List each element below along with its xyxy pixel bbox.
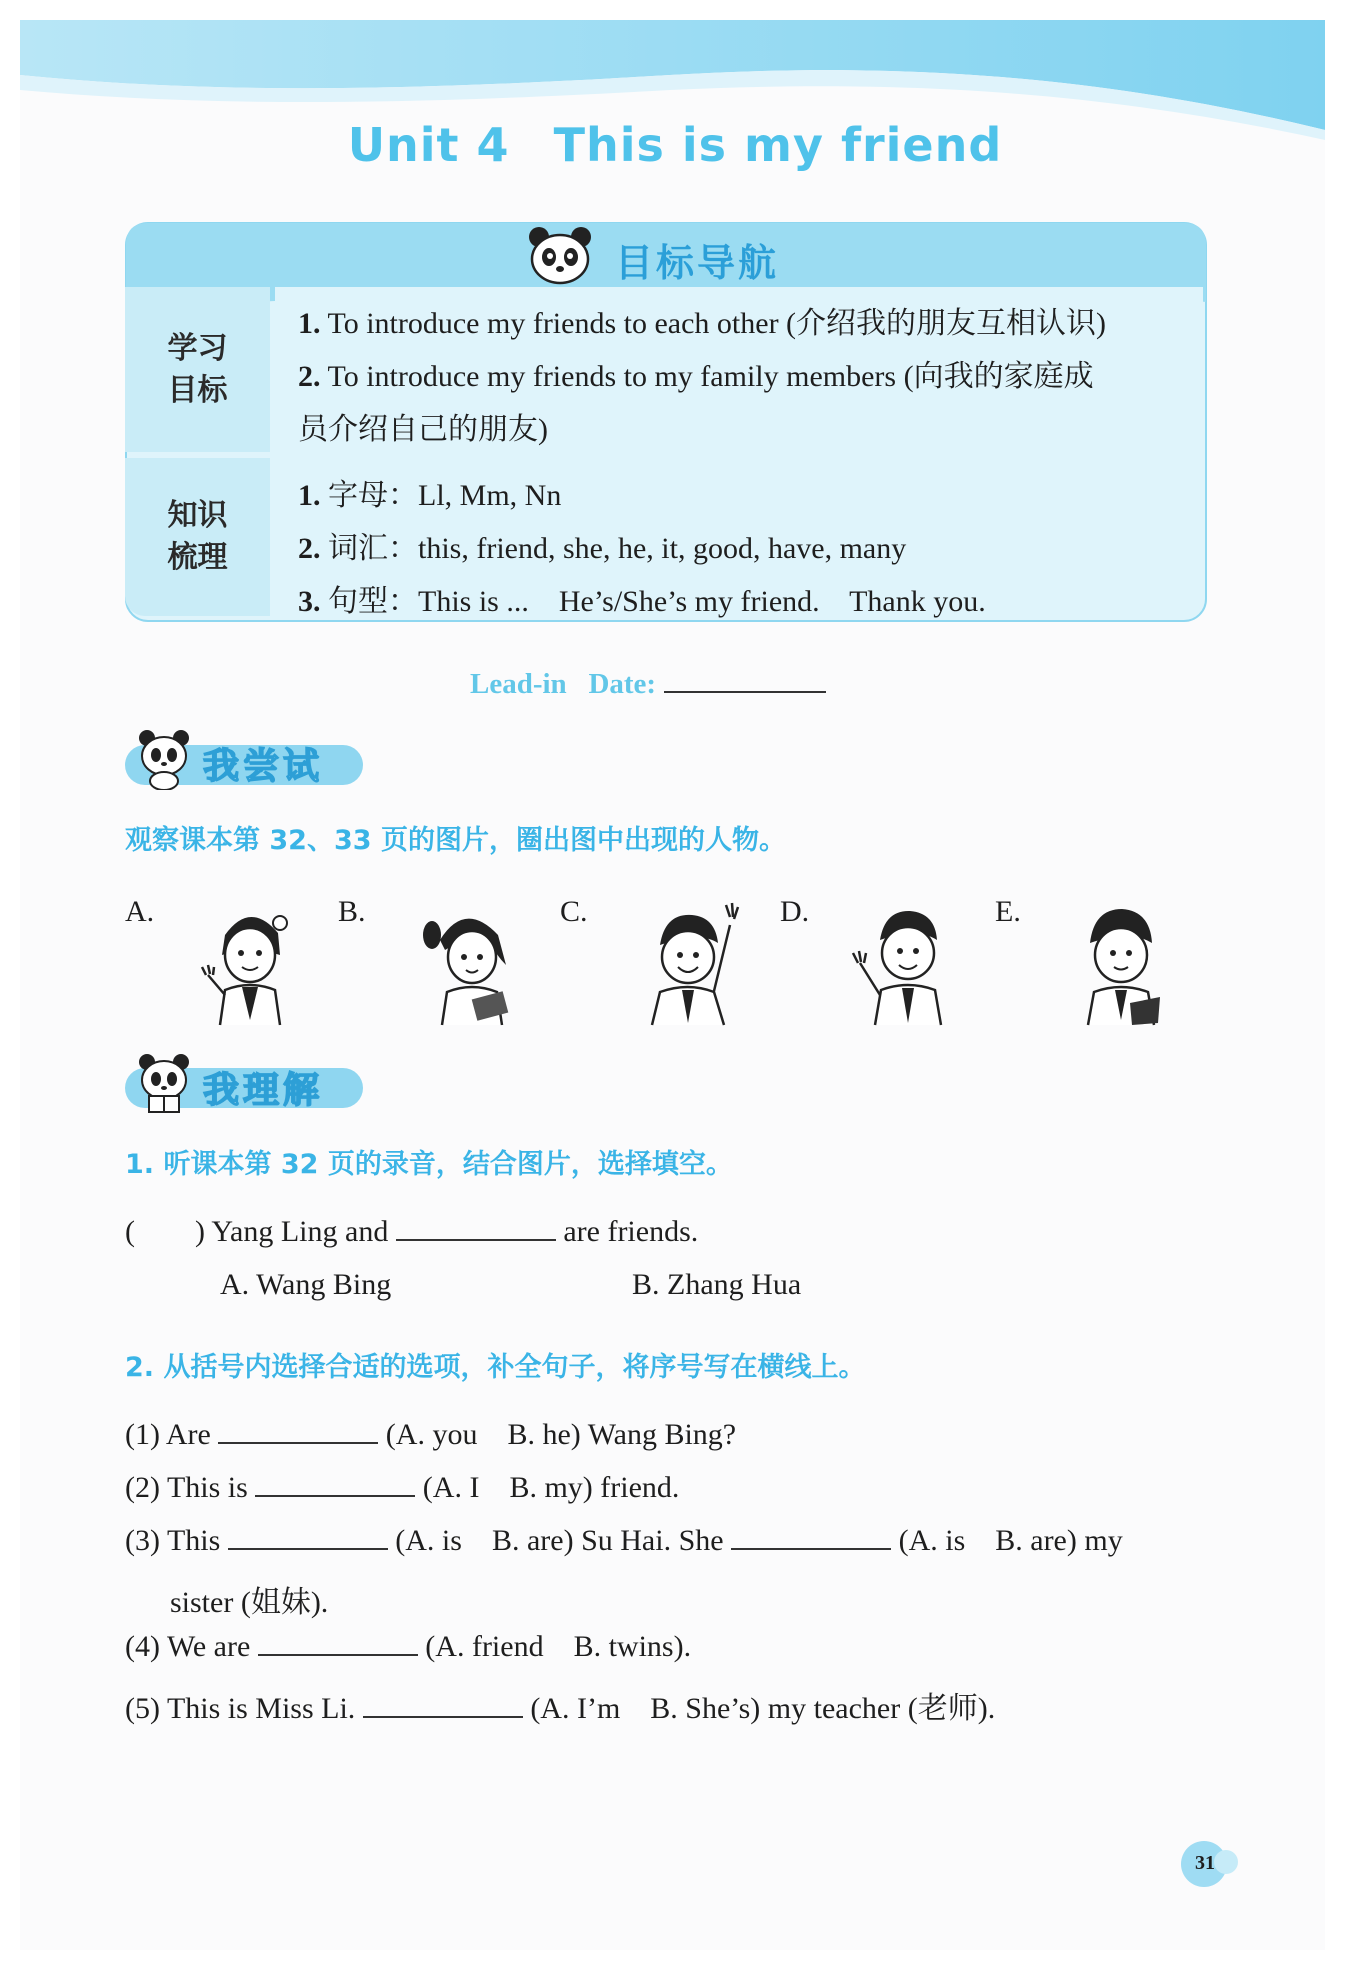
try-instruction: 观察课本第 32、33 页的图片，圈出图中出现的人物。 bbox=[125, 825, 786, 856]
girl-waving-figure[interactable] bbox=[190, 895, 310, 1030]
try-badge-label: 我尝试 bbox=[203, 746, 324, 787]
knowledge-item-2: 2. 词汇：this, friend, she, he, it, good, have, many bbox=[298, 532, 907, 565]
q2-instruction: 2. 从括号内选择合适的选项，补全句子，将序号写在横线上。 bbox=[125, 1352, 866, 1383]
unit-title bbox=[0, 118, 1350, 172]
q2-item-5: (5) This is Miss Li. (A. I’m B. She’s) my teacher (老师). bbox=[125, 1692, 996, 1725]
option-label-e: E. bbox=[995, 895, 1021, 928]
q2-item-2: (2) This is (A. I B. my) friend. bbox=[125, 1471, 680, 1504]
study-goal-2: 2. To introduce my friends to my family members (向我的家庭成 bbox=[298, 360, 1094, 393]
unit-label: Unit 4 bbox=[347, 118, 510, 172]
option-label-a: A. bbox=[125, 895, 155, 928]
q1-sentence: ( ) Yang Ling and are friends. bbox=[125, 1215, 699, 1248]
leadin-line bbox=[470, 668, 826, 701]
knowledge-item-3: 3. 句型：This is ... He’s/She’s my friend. Thank you. bbox=[298, 585, 986, 618]
boy-waving-figure[interactable] bbox=[845, 895, 965, 1030]
knowledge-label: 知识 梳理 bbox=[125, 458, 270, 616]
q2-item-1: (1) Are (A. you B. he) Wang Bing? bbox=[125, 1418, 737, 1451]
boy-raising-hand-figure[interactable] bbox=[630, 895, 750, 1030]
panda-icon bbox=[135, 728, 193, 790]
q1-answer-paren[interactable]: ( ) bbox=[125, 1215, 205, 1248]
q1-instruction: 1. 听课本第 32 页的录音，结合图片，选择填空。 bbox=[125, 1149, 733, 1180]
study-goal-1: 1. To introduce my friends to each other (介绍我的朋友互相认识) bbox=[298, 307, 1107, 340]
panda-icon bbox=[525, 225, 595, 287]
panda-reading-icon bbox=[135, 1052, 193, 1114]
q1-option-a: A. Wang Bing bbox=[220, 1268, 392, 1301]
understand-badge-label: 我理解 bbox=[203, 1070, 324, 1111]
q2-blank-3b[interactable] bbox=[731, 1524, 891, 1550]
q2-item-4: (4) We are (A. friend B. twins). bbox=[125, 1630, 692, 1663]
girl-holding-book-figure[interactable] bbox=[410, 895, 530, 1030]
q2-blank-2[interactable] bbox=[255, 1471, 415, 1497]
option-label-d: D. bbox=[780, 895, 810, 928]
leadin-label: Lead-in bbox=[470, 668, 567, 700]
study-goals-label: 学习 目标 bbox=[125, 287, 270, 452]
q2-blank-1[interactable] bbox=[218, 1418, 378, 1444]
q2-blank-3a[interactable] bbox=[228, 1524, 388, 1550]
q2-blank-5[interactable] bbox=[363, 1692, 523, 1718]
knowledge-item-1: 1. 字母：Ll, Mm, Nn bbox=[298, 479, 562, 512]
date-blank[interactable] bbox=[664, 669, 826, 693]
study-goal-2-cont: 员介绍自己的朋友) bbox=[298, 413, 548, 446]
q2-blank-4[interactable] bbox=[258, 1630, 418, 1656]
q2-item-3: (3) This (A. is B. are) Su Hai. She (A. is B. are) my bbox=[125, 1524, 1123, 1557]
option-label-b: B. bbox=[338, 895, 366, 928]
q2-item-3-cont: sister (姐妹). bbox=[170, 1586, 329, 1619]
option-label-c: C. bbox=[560, 895, 588, 928]
goals-heading: 目标导航 bbox=[615, 241, 780, 285]
page-number: 31 bbox=[1195, 1852, 1215, 1874]
q1-option-b: B. Zhang Hua bbox=[632, 1268, 802, 1301]
date-label: Date: bbox=[588, 668, 657, 700]
q1-blank[interactable] bbox=[396, 1215, 556, 1241]
boy-holding-book-figure[interactable] bbox=[1060, 895, 1180, 1030]
unit-heading: This is my friend bbox=[553, 118, 1003, 172]
